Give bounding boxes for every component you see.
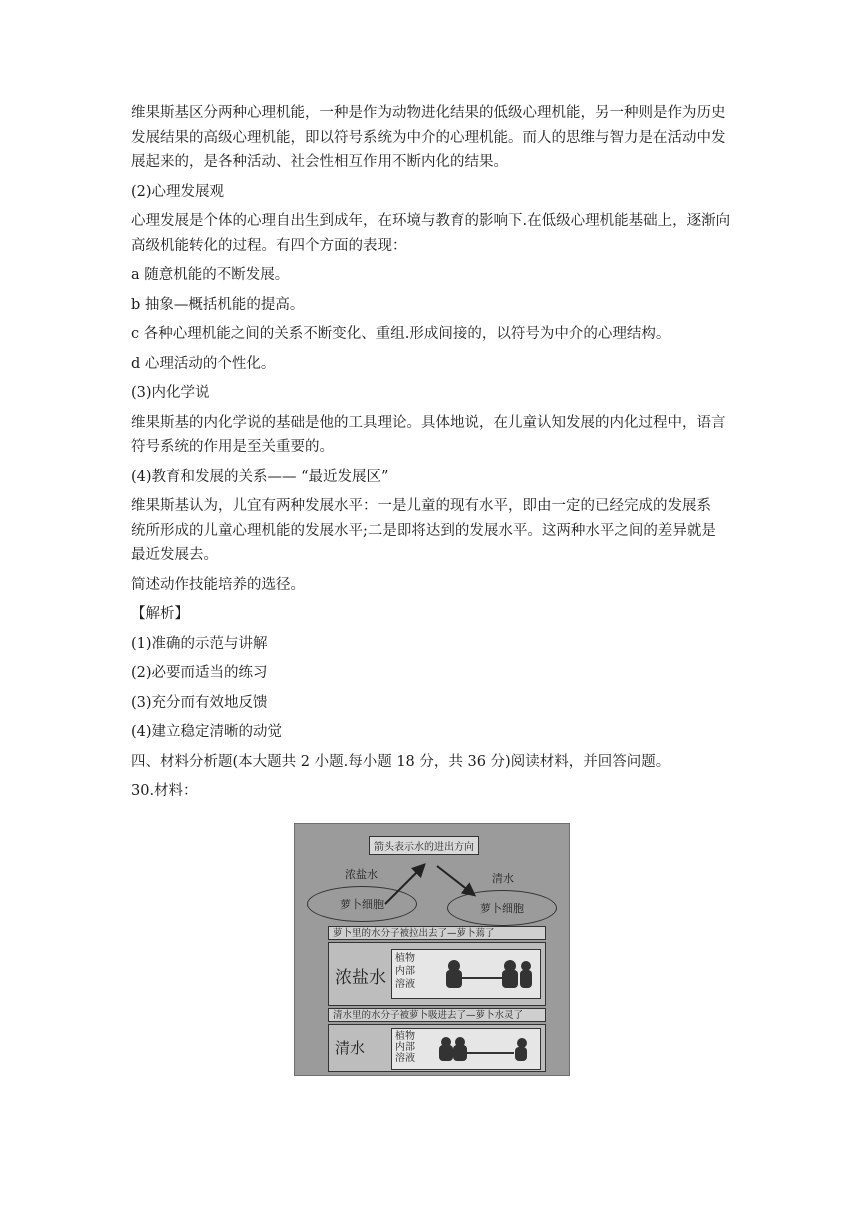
inner-solution-box-2 bbox=[391, 1028, 541, 1070]
inner-solution-box bbox=[391, 949, 541, 999]
left-cell-label: 萝卜细胞 bbox=[340, 898, 384, 911]
document-body bbox=[131, 101, 741, 809]
answer-item-2: (2)必要而适当的练习 bbox=[131, 665, 268, 681]
arrow-in-icon bbox=[437, 866, 473, 894]
water-flow-arrows bbox=[295, 824, 571, 934]
answer-item-4: (4)建立稳定清晰的动觉 bbox=[131, 724, 283, 740]
list-item-a: a 随意机能的不断发展。 bbox=[131, 267, 290, 283]
band-wilted: 萝卜里的水分子被拉出去了—萝卜蔫了 bbox=[328, 926, 546, 940]
inner-line-interior: 内部 bbox=[395, 966, 415, 977]
question-motor-skills: 简述动作技能培养的选径。 bbox=[131, 576, 305, 593]
paragraph-internalization: 维果斯基的内化学说的基础是他的工具理论。具体地说，在儿童认知发展的内化过程中，语言符号系统的作用是至关重要的。 bbox=[131, 414, 726, 455]
inner-line-solution-2: 溶液 bbox=[395, 1053, 415, 1064]
band-crisp: 清水里的水分子被萝卜吸进去了—萝卜水灵了 bbox=[328, 1008, 546, 1022]
inner-line-solution: 溶液 bbox=[395, 979, 415, 990]
inner-line-interior-2: 内部 bbox=[395, 1042, 415, 1053]
heading-zpd: (4)教育和发展的关系—— “最近发展区” bbox=[131, 468, 389, 485]
paragraph-zpd: 维果斯基认为，儿宜有两种发展水平：一是儿童的现有水平，即由一定的已经完成的发展系统所形成的儿童心理机能的发展水平;二是即将达到的发展水平。这两种水平之间的差异就是最近发展去。 bbox=[131, 498, 716, 563]
left-solution-label: 浓盐水 bbox=[345, 868, 378, 881]
tug-of-war-icon bbox=[440, 956, 536, 994]
panel-saltwater-title: 浓盐水 bbox=[335, 968, 386, 988]
list-item-b: b 抽象—概括机能的提高。 bbox=[131, 296, 305, 313]
analysis-label: 【解析】 bbox=[131, 606, 189, 622]
list-item-d: d 心理活动的个性化。 bbox=[131, 355, 276, 372]
paragraph-development-definition: 心理发展是个体的心理自出生到成年，在环境与教育的影响下.在低级心理机能基础上，逐渐向高级机能转化的过程。有四个方面的表现： bbox=[131, 213, 731, 254]
inner-line-plant: 植物 bbox=[395, 953, 415, 964]
section-four-heading: 四、材料分析题(本大题共 2 小题.每小题 18 分，共 36 分)阅读材料，并回答问题。 bbox=[131, 753, 671, 770]
inner-line-plant-2: 植物 bbox=[395, 1031, 415, 1042]
paragraph-intro: 维果斯基区分两种心理机能，一种是作为动物进化结果的低级心理机能，另一种则是作为历史发展结果的高级心理机能，即以符号系统为中介的心理机能。而人的思维与智力是在活动中发展起来的，是各种活动、社会性相互作用不断内化的结果。 bbox=[131, 105, 726, 170]
arrow-out-icon bbox=[385, 866, 423, 904]
panel-freshwater-title: 清水 bbox=[335, 1039, 366, 1057]
panel-saltwater bbox=[328, 942, 546, 1006]
answer-item-1: (1)准确的示范与讲解 bbox=[131, 635, 268, 652]
right-cell-label: 萝卜细胞 bbox=[480, 902, 524, 915]
material-30-label: 30.材料： bbox=[131, 783, 198, 799]
answer-item-3: (3)充分而有效地反馈 bbox=[131, 694, 268, 711]
panel-freshwater bbox=[328, 1024, 546, 1072]
osmosis-figure bbox=[294, 823, 570, 1076]
heading-development-view: (2)心理发展观 bbox=[131, 183, 225, 200]
list-item-c: c 各种心理机能之间的关系不断变化、重组.形成间接的，以符号为中介的心理结构。 bbox=[131, 326, 671, 342]
tug-of-war-icon-2 bbox=[434, 1033, 534, 1067]
heading-internalization: (3)内化学说 bbox=[131, 385, 210, 401]
figure-top-label: 箭头表示水的进出方向 bbox=[369, 836, 479, 855]
right-solution-label: 清水 bbox=[492, 872, 514, 885]
